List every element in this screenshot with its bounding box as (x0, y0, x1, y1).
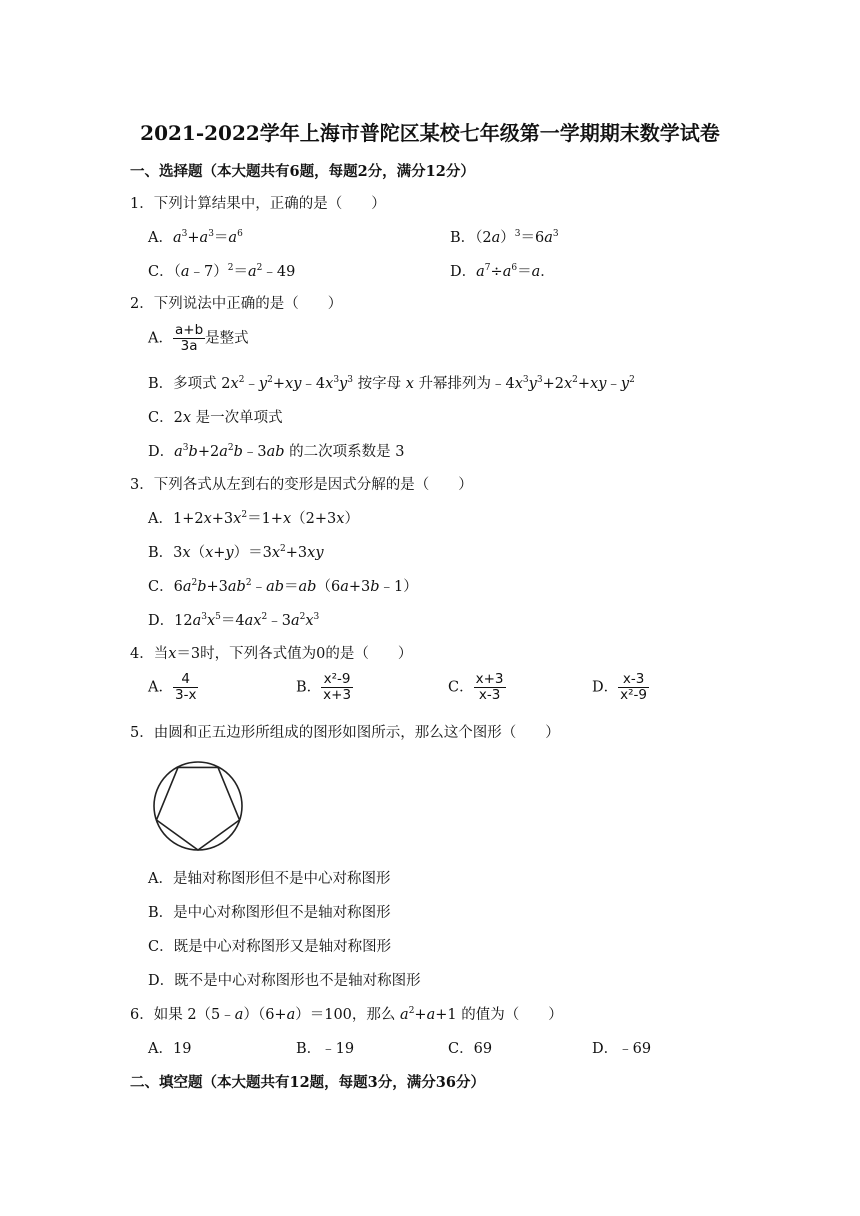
circle-shape (154, 762, 242, 850)
q4a-fraction: $\frac{4}{3-x}$ (174, 671, 197, 703)
page-title: 2021-2022学年上海市普陀区某校七年级第一学期期末数学试卷 (140, 121, 720, 145)
q4-option-d[interactable]: D． $\frac{x-3}{\text{x²-9}}$ (592, 671, 648, 703)
q1-option-a[interactable]: A．$a^3+a^3=a^6$ (148, 229, 243, 246)
q3-option-b[interactable]: B．$3x(x+y)=3x^2+3xy$ (148, 544, 324, 561)
question-3-stem: 3．下列各式从左到右的变形是因式分解的是（ ） (130, 477, 473, 493)
q5-option-d[interactable]: D．既不是中心对称图形也不是轴对称图形 (148, 973, 421, 989)
question-6-stem: 6．如果 2（5﹣a）（6+a）＝100，那么 $a^2+a+1$ 的值为（ ） (130, 1006, 563, 1023)
circle-pentagon-figure (152, 760, 244, 852)
q2-option-c[interactable]: C．2x 是一次单项式 (148, 410, 283, 426)
question-5-stem: 5．由圆和正五边形所组成的图形如图所示，那么这个图形（ ） (130, 725, 560, 741)
q6-option-b[interactable]: B．﹣19 (296, 1041, 355, 1057)
question-1-stem: 1．下列计算结果中，正确的是（ ） (130, 196, 386, 212)
q3-option-c[interactable]: C．$6a^2b+3ab^2﹣ab=ab(6a+3b﹣1)$ (148, 578, 418, 595)
q2-option-a[interactable]: A． $\frac{a+b}{3a}$ 是整式 (148, 322, 249, 354)
q5-option-a[interactable]: A．是轴对称图形但不是中心对称图形 (148, 871, 391, 887)
q2-option-b[interactable]: B．多项式 $2x^2﹣y^2+xy﹣4x^3y^3$ 按字母 x 升幂排列为$﹣4x^3y^3+2x^2+xy﹣y^2$ (148, 375, 635, 392)
q1-option-c[interactable]: C．$(a﹣7)^2=a^2﹣49$ (148, 263, 296, 280)
q2a-fraction: $\frac{a+b}{3a}$ (174, 322, 204, 354)
question-4-stem: 4．当x＝3时，下列各式值为0的是（ ） (130, 646, 413, 662)
q3-option-a[interactable]: A．$1+2x+3x^2=1+x(2+3x)$ (148, 510, 359, 527)
q3-option-d[interactable]: D．$12a^3x^5=4ax^2﹣3a^2x^3$ (148, 612, 320, 629)
q5-option-c[interactable]: C．既是中心对称图形又是轴对称图形 (148, 939, 392, 955)
section-heading-fill: 二、填空题（本大题共有12题，每题3分，满分36分） (130, 1074, 485, 1091)
q4d-fraction: $\frac{x-3}{\text{x²-9}}$ (620, 671, 648, 703)
q4c-fraction: $\frac{x+3}{x-3}$ (475, 671, 504, 703)
q4-option-c[interactable]: C． $\frac{x+3}{x-3}$ (448, 671, 504, 703)
q6-option-a[interactable]: A．19 (148, 1041, 192, 1057)
q2-option-d[interactable]: D．$a^3b+2a^2b﹣3ab$ 的二次项系数是 3 (148, 443, 405, 460)
q6-option-c[interactable]: C．69 (448, 1041, 493, 1057)
q1-option-d[interactable]: D．$a^7\div a^6=a$． (450, 263, 555, 280)
question-2-stem: 2．下列说法中正确的是（ ） (130, 296, 343, 312)
section-heading-choice: 一、选择题（本大题共有6题，每题2分，满分12分） (130, 163, 475, 180)
q4b-fraction: $\frac{\text{x²-9}}{x+3}$ (323, 671, 352, 703)
q1-option-b[interactable]: B．$(2a)^3=6a^3$ (450, 229, 559, 246)
q5-option-b[interactable]: B．是中心对称图形但不是轴对称图形 (148, 905, 391, 921)
q4-option-b[interactable]: B． $\frac{\text{x²-9}}{x+3}$ (296, 671, 352, 703)
q6-option-d[interactable]: D．﹣69 (592, 1041, 652, 1057)
q4-option-a[interactable]: A． $\frac{4}{3-x}$ (148, 671, 197, 703)
pentagon-shape (157, 767, 240, 850)
